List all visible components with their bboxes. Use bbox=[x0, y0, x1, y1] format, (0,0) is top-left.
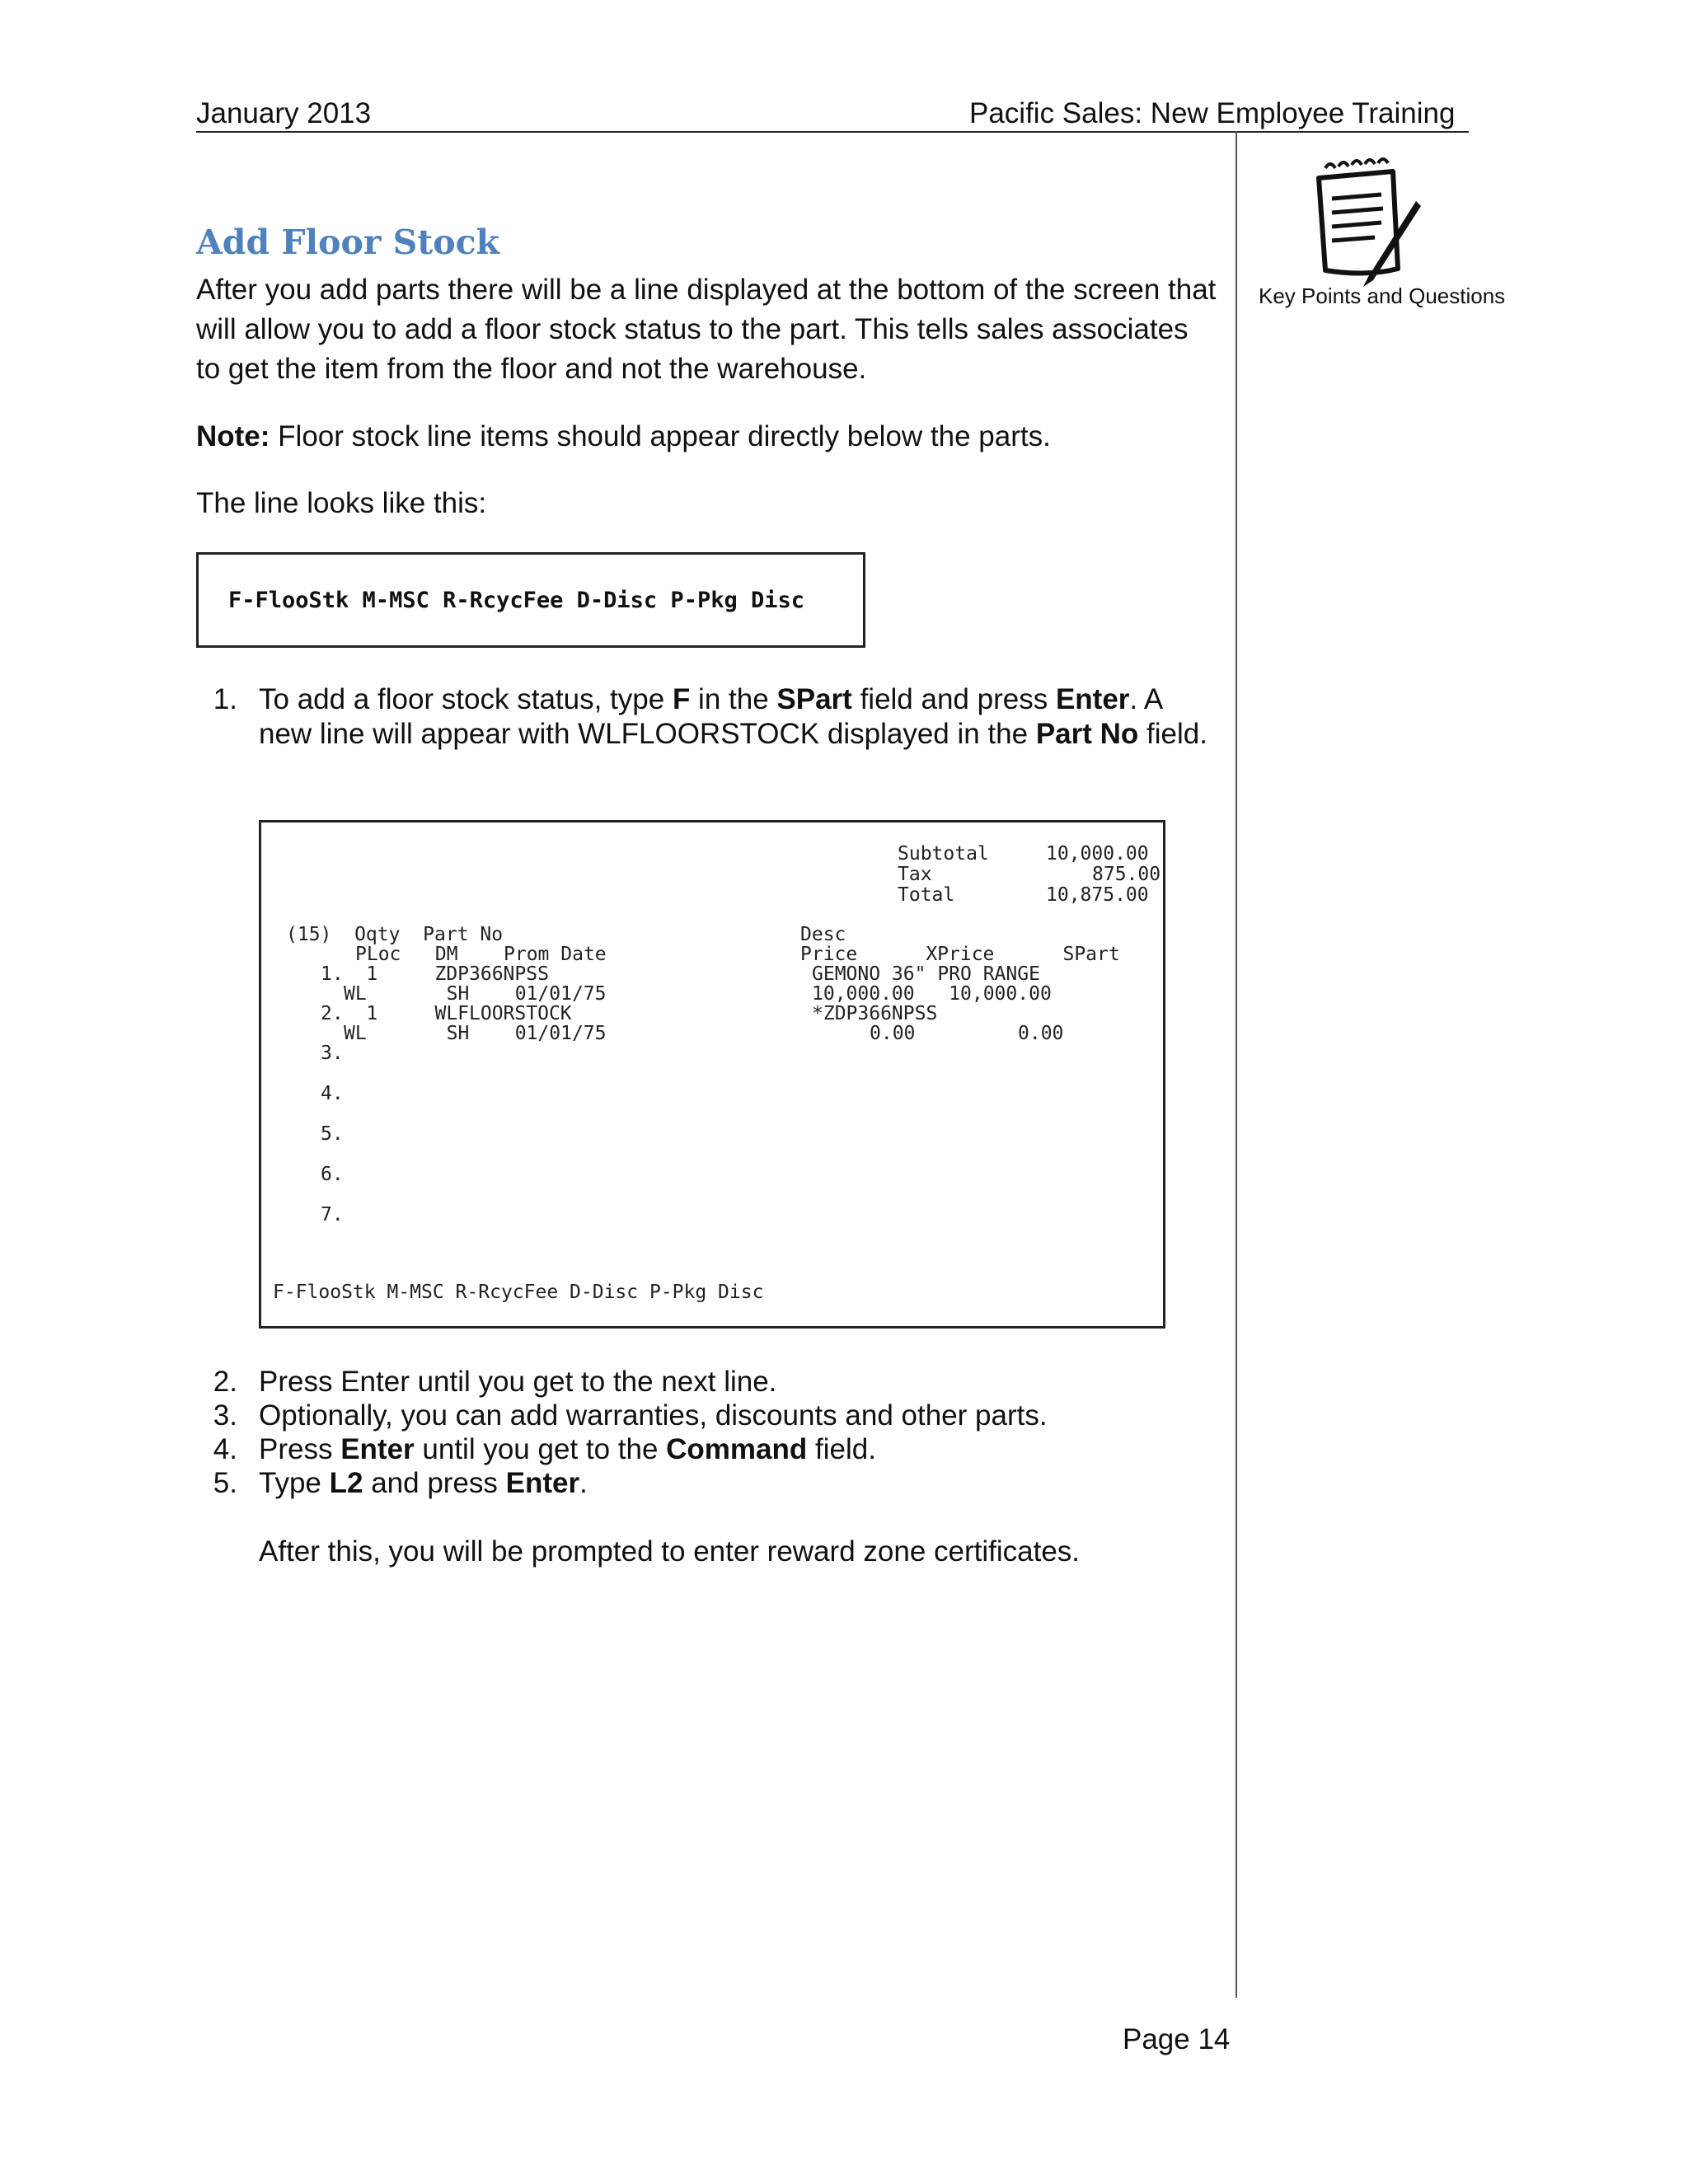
note-label: Note: bbox=[196, 420, 270, 452]
step-1-number: 1. bbox=[213, 683, 237, 715]
step-5: 5. Type L2 and press Enter. bbox=[213, 1467, 588, 1499]
tax-value: 875.00 bbox=[1092, 864, 1161, 885]
line-intro: The line looks like this: bbox=[196, 487, 487, 519]
line-3-number: 3. bbox=[321, 1043, 344, 1064]
intro-paragraph: After you add parts there will be a line displayed at the bottom of the screen that will allow you to add a floor stock status to the part. This tells sales associates to get the item from the floor and not the warehouse. bbox=[196, 274, 1217, 385]
step-1-text: To add a floor stock status, type F in the SPart field and press Enter. A new line will appear with WLFLOORSTOCK displayed in the Part No field. bbox=[259, 683, 1207, 750]
line-1b-left: WL SH 01/01/75 bbox=[344, 983, 607, 1005]
line-5-number: 5. bbox=[321, 1123, 344, 1145]
line-4-number: 4. bbox=[321, 1083, 344, 1104]
header-doc-title: Pacific Sales: New Employee Training bbox=[969, 97, 1456, 129]
line-2b-left: WL SH 01/01/75 bbox=[344, 1023, 607, 1044]
command-line-box: F-FlooStk M-MSC R-RcycFee D-Disc P-Pkg Disc bbox=[196, 552, 865, 648]
sidebar-divider bbox=[1236, 131, 1237, 1998]
total-label: Total bbox=[898, 884, 955, 906]
subtotal-value: 10,000.00 bbox=[1046, 843, 1149, 865]
header-row-2-right: Price XPrice SPart bbox=[800, 944, 1120, 965]
note-paragraph bbox=[196, 417, 1218, 457]
step-4: 4. Press Enter until you get to the Command field. bbox=[213, 1433, 876, 1465]
header-row-2-left: PLoc DM Prom Date bbox=[355, 944, 607, 965]
step-3: 3. Optionally, you can add warranties, discounts and other parts. bbox=[213, 1399, 1048, 1432]
header-row-1-left: (15) Oqty Part No bbox=[286, 924, 504, 945]
subtotal-label: Subtotal bbox=[898, 843, 989, 865]
header-date: January 2013 bbox=[196, 97, 372, 129]
total-value: 10,875.00 bbox=[1046, 884, 1149, 906]
line-1-right: GEMONO 36" PRO RANGE bbox=[812, 963, 1040, 985]
note-text: Floor stock line items should appear directly below the parts. bbox=[270, 420, 1051, 452]
line-2-left: 2. 1 WLFLOORSTOCK bbox=[321, 1003, 572, 1024]
terminal-screenshot bbox=[259, 820, 1165, 1329]
key-points-label: Key Points and Questions bbox=[1259, 284, 1506, 308]
line-2-right: *ZDP366NPSS bbox=[812, 1003, 938, 1024]
line-7-number: 7. bbox=[321, 1204, 344, 1226]
page-number: Page 14 bbox=[1123, 2023, 1231, 2055]
after-paragraph: After this, you will be prompted to enter reward zone certificates. bbox=[259, 1535, 1081, 1568]
step-2: 2. Press Enter until you get to the next line. bbox=[213, 1366, 777, 1398]
line-2b-right: 0.00 0.00 bbox=[870, 1023, 1064, 1044]
header-rule bbox=[196, 131, 1469, 133]
step-1 bbox=[196, 682, 1235, 790]
screen-command-line: F-FlooStk M-MSC R-RcycFee D-Disc P-Pkg Disc bbox=[273, 1282, 764, 1303]
line-1b-right: 10,000.00 10,000.00 bbox=[812, 983, 1052, 1005]
section-title: Add Floor Stock bbox=[196, 223, 499, 262]
header-row-1-right: Desc bbox=[800, 924, 846, 945]
notepad-icon bbox=[1301, 153, 1424, 293]
steps-list bbox=[196, 1365, 1235, 1505]
line-1-left: 1. 1 ZDP366NPSS bbox=[321, 963, 549, 985]
line-6-number: 6. bbox=[321, 1164, 344, 1185]
tax-label: Tax bbox=[898, 864, 932, 885]
